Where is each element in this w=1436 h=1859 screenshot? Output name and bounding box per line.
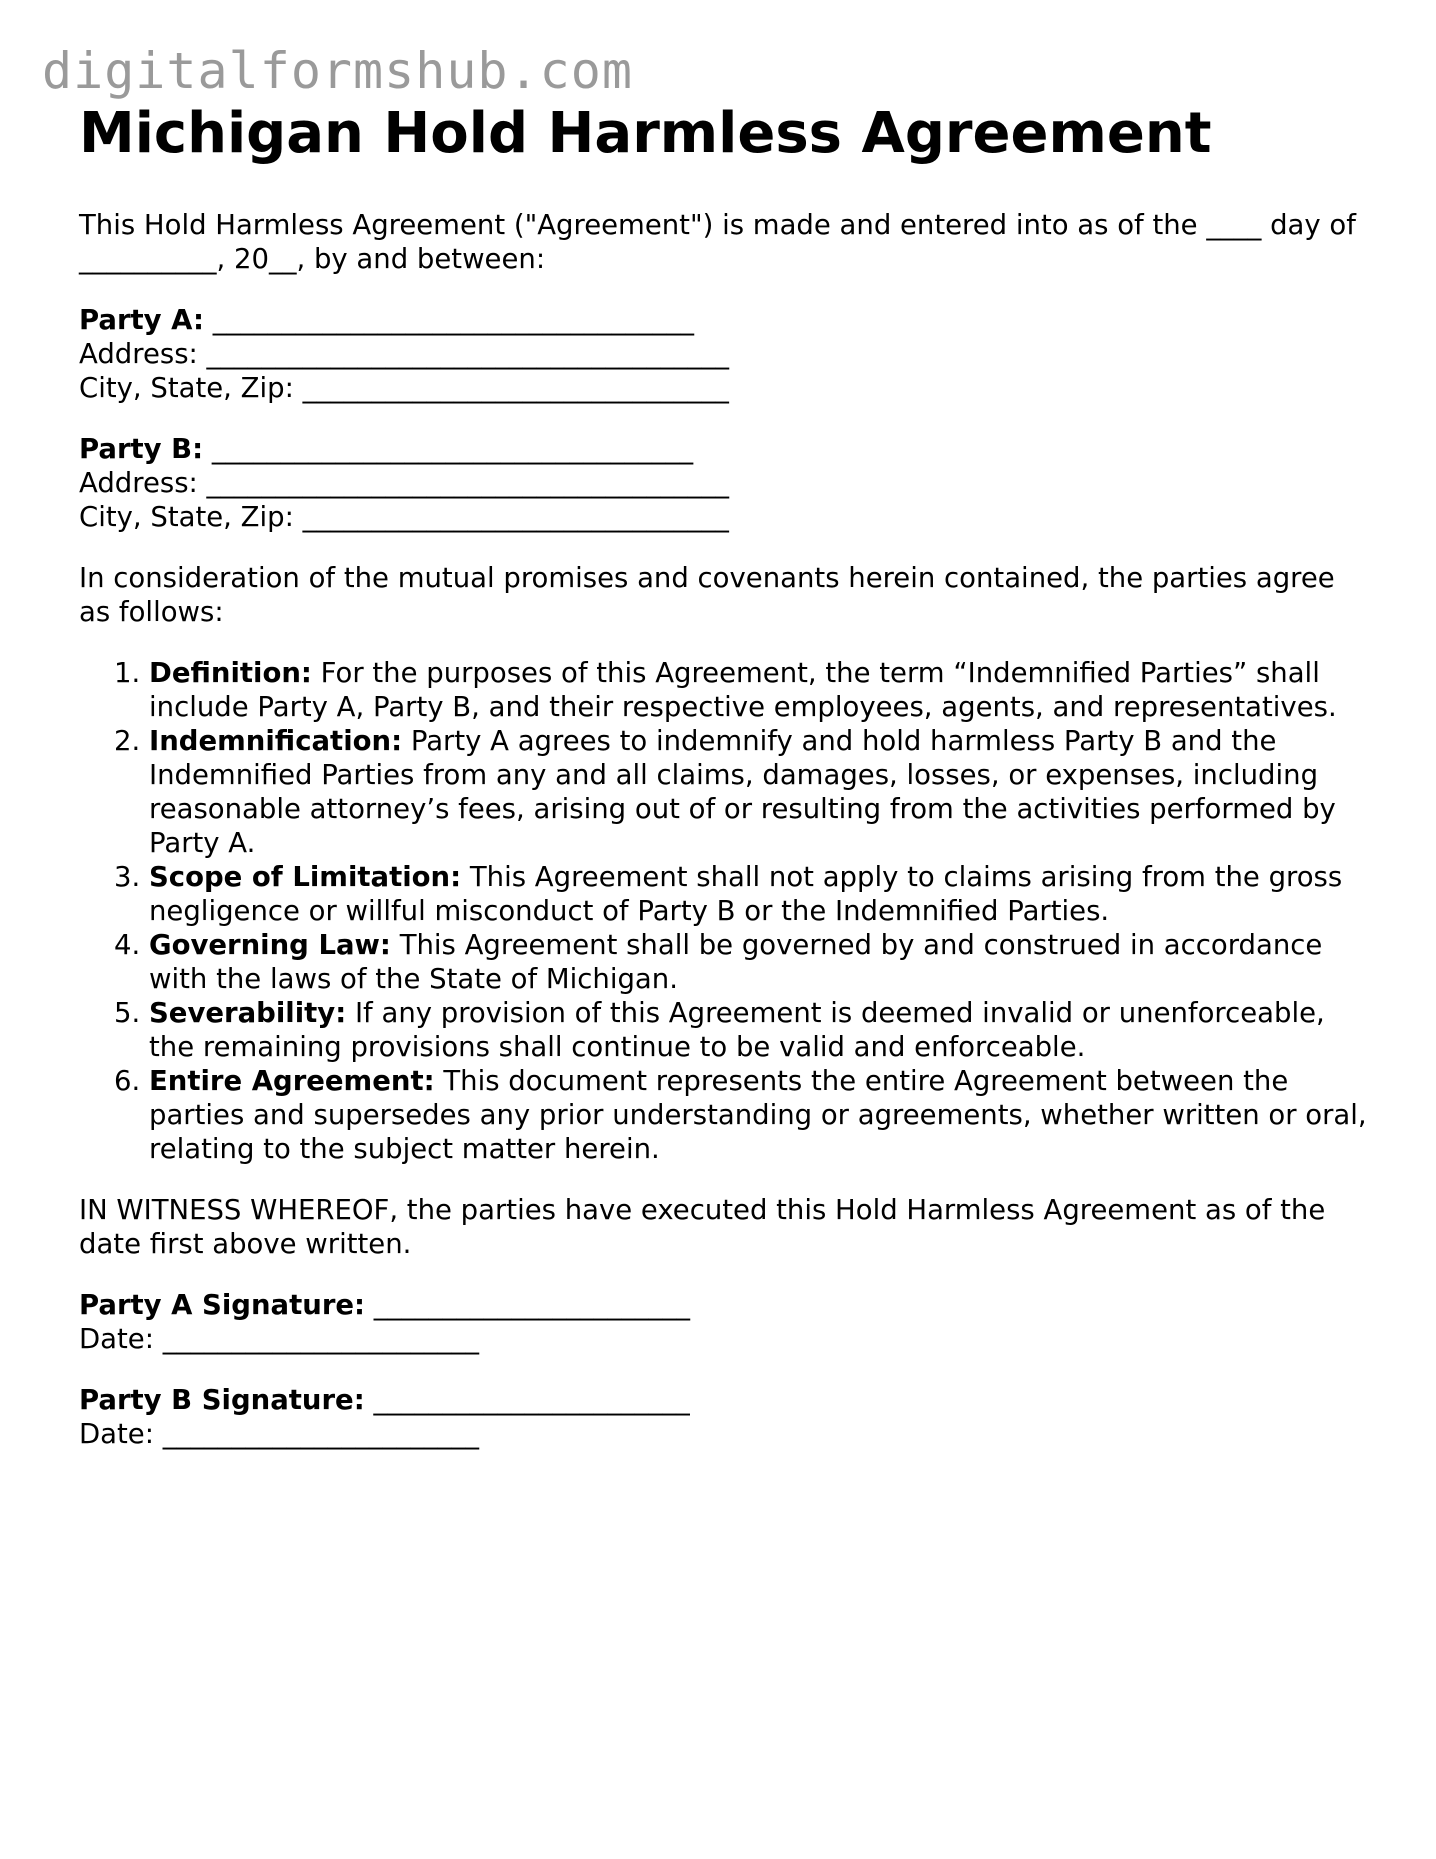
party-a-city-line [79, 371, 1369, 405]
party-b-city-blank: _______________________________ [302, 501, 729, 533]
document-body [79, 208, 1369, 1451]
party-a-address-label: Address: [79, 338, 198, 370]
party-b-name-blank: ___________________________________ [211, 433, 694, 465]
term-text: This Agreement shall be governed by and construed in accordance with the laws of the State of Michigan. [149, 929, 1323, 995]
term-item [149, 928, 1369, 996]
document-page [79, 100, 1369, 1451]
term-item [149, 860, 1369, 928]
signature-a-label: Party A Signature: [79, 1289, 366, 1321]
party-b-label: Party B: [79, 433, 204, 465]
party-a-name-blank: ___________________________________ [212, 304, 694, 336]
term-title: Indemnification: [149, 725, 403, 757]
party-b-block [79, 432, 1369, 534]
term-text: Party A agrees to indemnify and hold harmless Party B and the Indemnified Parties from any and all claims, damages, losses, or expenses, including reasonable attorney’s fees, arising out of or resulting from the activities performed by Party A. [149, 725, 1336, 859]
term-text: This Agreement shall not apply to claims arising from the gross negligence or willful misconduct of Party B or the Indemnified Parties. [149, 861, 1343, 927]
signature-b-label: Party B Signature: [79, 1384, 365, 1416]
party-a-block [79, 303, 1369, 405]
signature-a-date-label: Date: [79, 1323, 154, 1355]
term-item [149, 656, 1369, 724]
term-title: Severability: [149, 997, 347, 1029]
term-title: Scope of Limitation: [149, 861, 462, 893]
party-a-address-blank: ______________________________________ [206, 338, 730, 370]
term-item [149, 996, 1369, 1064]
signature-b-block [79, 1383, 1369, 1451]
signature-b-date-label: Date: [79, 1418, 154, 1450]
intro-paragraph: This Hold Harmless Agreement ("Agreement") is made and entered into as of the ____ day of __________, 20__, by and between: [79, 209, 1356, 275]
signature-a-date-line [79, 1322, 1369, 1356]
page-title: Michigan Hold Harmless Agreement [79, 101, 1212, 166]
signature-a-line [79, 1288, 1369, 1322]
signature-b-date-line [79, 1417, 1369, 1451]
party-a-city-label: City, State, Zip: [79, 372, 294, 404]
term-item [149, 724, 1369, 860]
term-text: For the purposes of this Agreement, the term “Indemnified Parties” shall include Party A, Party B, and their respective employees, agents, and representatives. [149, 657, 1337, 723]
watermark-text: digitalformshub.com [42, 42, 633, 100]
signature-a-blank: _______________________ [373, 1289, 691, 1321]
party-a-label: Party A: [79, 304, 204, 336]
party-b-city-label: City, State, Zip: [79, 501, 294, 533]
party-a-name-line [79, 303, 1369, 337]
signature-a-date-blank: _______________________ [162, 1323, 479, 1355]
term-text: This document represents the entire Agreement between the parties and supersedes any prior understanding or agreements, whether written or oral, relating to the subject matter herein. [149, 1065, 1367, 1165]
signature-b-blank: _______________________ [373, 1384, 690, 1416]
signature-a-block [79, 1288, 1369, 1356]
term-item [149, 1064, 1369, 1166]
term-title: Definition: [149, 657, 312, 689]
party-a-address-line [79, 337, 1369, 371]
party-b-address-label: Address: [79, 467, 198, 499]
consideration-paragraph: In consideration of the mutual promises and covenants herein contained, the parties agree as follows: [79, 562, 1335, 628]
witness-paragraph: IN WITNESS WHEREOF, the parties have executed this Hold Harmless Agreement as of the date first above written. [79, 1194, 1326, 1260]
signature-b-date-blank: _______________________ [162, 1418, 479, 1450]
party-b-name-line [79, 432, 1369, 466]
party-a-city-blank: _______________________________ [302, 372, 729, 404]
term-title: Entire Agreement: [149, 1065, 435, 1097]
term-text: If any provision of this Agreement is deemed invalid or unenforceable, the remaining provisions shall continue to be valid and enforceable. [149, 997, 1325, 1063]
signature-b-line [79, 1383, 1369, 1417]
party-b-address-blank: ______________________________________ [206, 467, 730, 499]
party-b-city-line [79, 500, 1369, 534]
party-b-address-line [79, 466, 1369, 500]
term-title: Governing Law: [149, 929, 391, 961]
terms-list [79, 656, 1369, 1166]
